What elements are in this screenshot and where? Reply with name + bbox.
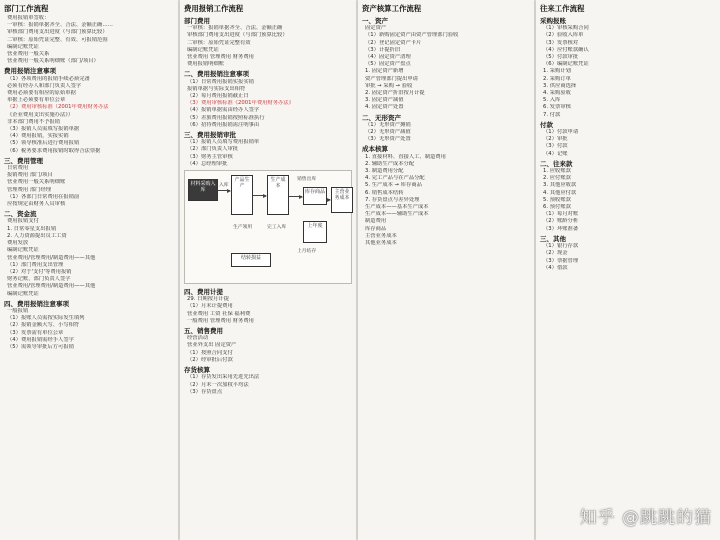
- section-heading: 存货核算: [184, 366, 210, 375]
- text-line: 营业费用/管理费用/制造费用——其他: [7, 283, 96, 290]
- text-line: 生产成本——基本生产成本: [365, 204, 429, 211]
- page-body: [0, 15, 178, 351]
- text-line: 4. 采购验收: [543, 90, 571, 97]
- section-heading: 一、资产: [362, 17, 388, 25]
- watermark: 知乎 @跳跳的猫: [579, 508, 712, 528]
- text-line: 1. 固定资产新增: [365, 68, 404, 75]
- text-line: （4）应付账款确认: [543, 46, 589, 53]
- text-line: （3）计提折旧: [365, 46, 401, 53]
- text-line: 营业费用 工资 社保 福利费: [187, 310, 251, 317]
- text-line: 审核部门费用支出进度（与部门预算比较）: [187, 32, 288, 39]
- text-line: 编制记账凭证: [7, 43, 39, 50]
- text-line: 5. 入库: [543, 97, 561, 104]
- text-line: 2. 应付账款: [543, 175, 571, 182]
- document-page-3: [358, 0, 534, 540]
- text-line: （1）每月对账: [543, 211, 579, 218]
- text-line: 1. 日常零星支出报销: [7, 225, 57, 232]
- flow-arrow: [218, 190, 230, 191]
- text-line: （2）账龄分析: [543, 218, 579, 225]
- page-body-bottom: [180, 286, 356, 396]
- text-line: 2. 采购订单: [543, 75, 571, 82]
- text-line: （3）费用审核标准《2001年费用财务办法》: [187, 100, 294, 107]
- flow-box-purchase: 材料采购入库: [188, 179, 218, 201]
- text-line: 财务记账，部门负责人签字: [7, 276, 71, 283]
- text-line: 固定资产: [365, 25, 387, 32]
- text-line: 编制记账凭证: [7, 247, 39, 254]
- text-line: （4）固定资产清理: [365, 54, 411, 61]
- text-line: （3）发票需有单位公章: [7, 329, 64, 336]
- text-line: （5）需领导审批后方可报销: [7, 343, 74, 350]
- page-body-top: [180, 15, 356, 168]
- text-line: （3）财务主管审核: [187, 153, 233, 160]
- text-line: 5. 生产成本 → 库存商品: [365, 182, 422, 189]
- text-line: （4）费用报销需经手人签字: [7, 336, 74, 343]
- text-line: （6）税务要求费用报销时取得合法票据: [7, 147, 101, 154]
- section-heading: 四、费用计提: [184, 288, 223, 297]
- text-line: 二审核：原始凭证完整、有效、可报销范围: [7, 36, 108, 43]
- text-line: 2. 人力资源提出员工工资: [7, 232, 67, 239]
- text-line: （1）报销人员填写费用报销单: [187, 139, 260, 146]
- text-line: 营业费用一般关系: [7, 51, 50, 58]
- text-line: （3）发票核对: [543, 39, 579, 46]
- text-line: 库存商品: [365, 225, 387, 232]
- text-line: 其他业务成本: [365, 240, 397, 247]
- text-line: （1）新购固定资产由资产管理部门验收: [365, 32, 459, 39]
- text-line: （4）报销单据需由经办人签字: [187, 107, 260, 114]
- text-line: （2）费用审核标准（2001年费用财务办法: [7, 104, 109, 111]
- flow-box-prior-year: 上年度: [303, 221, 327, 243]
- text-line: 应按规定由财务人员审核: [7, 201, 66, 208]
- text-line: 费用发放: [7, 240, 29, 247]
- text-line: 2. 固定资产折旧按月计提: [365, 90, 425, 97]
- section-heading: 二、资金流: [4, 210, 37, 219]
- text-line: （4）记账: [543, 150, 568, 157]
- text-line: 营业费用 管理费用 财务费用: [187, 54, 254, 61]
- text-line: 制造费用: [365, 218, 387, 225]
- text-line: （1）审核采购合同: [543, 25, 589, 32]
- section-heading: 二、往来款: [540, 159, 573, 168]
- text-line: 6. 销售成本结转: [365, 189, 404, 196]
- text-line: （1）月末计提费用: [187, 303, 233, 310]
- text-line: 营业费用一般关系明细账: [7, 179, 66, 186]
- text-line: （2）月末一次加权平均法: [187, 381, 249, 388]
- section-heading: 三、费用报销审批: [184, 131, 236, 140]
- text-line: 审核部门费用支出进度（与部门预算比较）: [7, 29, 108, 36]
- text-line: （1）银行存款: [543, 243, 579, 250]
- section-heading: 三、其他: [540, 234, 566, 243]
- text-line: 报销单据与实际支出相符: [187, 85, 246, 92]
- text-line: 一审核：报销单据齐全、合法、金额正确……: [7, 22, 113, 29]
- flow-box-cost: 生产成本: [267, 175, 289, 215]
- text-line: （1）按照合同支付: [187, 349, 233, 356]
- text-line: （1）日常费用报销实报实销: [187, 78, 254, 85]
- text-line: 7. 付款: [543, 111, 561, 118]
- text-line: 审批 → 采购 → 验收: [365, 82, 413, 89]
- flow-arrow: [289, 196, 302, 197]
- text-line: （3）报销人员需填写报销单据: [7, 126, 80, 133]
- text-line: （2）经审批后付款: [187, 356, 233, 363]
- text-line: （1）各项费用的报销手续必须完备: [7, 75, 90, 82]
- flow-box-sales-cost: 主营业务成本: [331, 187, 353, 213]
- section-heading: 成本核算: [362, 145, 388, 154]
- section-heading: 二、费用报销注意事项: [184, 70, 249, 79]
- text-line: （6）招待费用报销需注明事由: [187, 121, 260, 128]
- text-line: 3. 其他应收款: [543, 182, 577, 189]
- text-line: （2）部门负责人审批: [187, 146, 239, 153]
- text-line: 29. 日期按月计提: [187, 296, 229, 303]
- text-line: （2）审批: [543, 136, 568, 143]
- flow-label: 上月结存: [297, 249, 317, 255]
- text-line: 2. 辅助生产成本分配: [365, 160, 415, 167]
- section-heading: 二、无形资产: [362, 113, 401, 122]
- text-line: 二审核：原始凭证完整有效: [187, 39, 251, 46]
- document-page-1: [0, 0, 178, 540]
- text-line: （6）编制记账凭证: [543, 61, 589, 68]
- text-line: 管理费用 部门经理: [7, 186, 52, 193]
- text-line: 5. 预收账款: [543, 196, 571, 203]
- text-line: 6. 发票审核: [543, 104, 571, 111]
- text-line: （5）付款审批: [543, 54, 579, 61]
- text-line: （2）每月费用报销截止日: [187, 93, 249, 100]
- page-title: 资产核算工作流程: [362, 4, 422, 13]
- section-heading: 采购报账: [540, 17, 566, 25]
- text-line: （1）部门费用支出管理: [7, 261, 64, 268]
- page-body: [536, 15, 720, 272]
- flow-arrow: [327, 199, 330, 200]
- text-line: 3. 制造费用分配: [365, 168, 404, 175]
- section-heading: 五、销售费用: [184, 327, 223, 336]
- text-line: （2）对于'支付'等费用报销: [7, 268, 72, 275]
- text-line: （3）付款: [543, 143, 568, 150]
- text-line: （2）无形资产减值: [365, 129, 411, 136]
- text-line: （3）无形资产处置: [365, 136, 411, 143]
- text-line: （4）费用报销，实报实销: [7, 133, 69, 140]
- text-line: 1. 应收账款: [543, 168, 571, 175]
- section-heading: 四、费用报销注意事项: [4, 299, 69, 308]
- text-line: 一般费用 管理费用 财务费用: [187, 317, 254, 324]
- document-page-2: [180, 0, 356, 540]
- text-line: 报销费用 部门/项目: [7, 172, 53, 179]
- flow-box-production: 产品生产: [231, 175, 253, 215]
- text-line: 1. 直接材料、直接人工、制造费用: [365, 153, 446, 160]
- text-line: 生产成本——辅助生产成本: [365, 211, 429, 218]
- text-line: （2）登记固定资产卡片: [365, 39, 422, 46]
- flow-box-inventory: 库存商品: [303, 187, 327, 205]
- text-line: 6. 预付账款: [543, 204, 571, 211]
- text-line: 费用必须要有相应的原始单据: [7, 90, 76, 97]
- text-line: 单据上必须要有单位公章: [7, 97, 66, 104]
- flow-arrow: [253, 195, 266, 196]
- section-heading: 付款: [540, 120, 553, 129]
- flow-box-close: 结转损益: [231, 253, 271, 267]
- text-line: （4）总经理审批: [187, 160, 228, 167]
- text-line: （5）固定资产盘点: [365, 61, 411, 68]
- text-line: 费用报销单签收：: [7, 15, 50, 21]
- text-line: 营业费用/管理费用/制造费用——其他: [7, 254, 96, 261]
- text-line: 非本部门费用不予报销: [7, 118, 60, 125]
- text-line: （2）现金: [543, 250, 568, 257]
- section-heading: 三、费用管理: [4, 156, 43, 165]
- text-line: （3）存货盘点: [187, 388, 223, 395]
- text-line: （3）坏账准备: [543, 225, 579, 232]
- page-body: [358, 15, 534, 247]
- text-line: 必须有经办人和部门负责人签字: [7, 82, 82, 89]
- text-line: 4. 完工产品与在产品分配: [365, 175, 425, 182]
- page-title: 部门工作流程: [4, 4, 49, 13]
- document-page-4: [536, 0, 720, 540]
- text-line: （1）各部门日常费用在报销前: [7, 193, 80, 200]
- flow-label: 入库: [219, 183, 229, 189]
- text-line: （5）领导核准后进行费用报销: [7, 140, 80, 147]
- text-line: 4. 其他应付款: [543, 189, 577, 196]
- text-line: 3. 固定资产减值: [365, 97, 404, 104]
- text-line: 费用报销支付: [7, 218, 39, 225]
- text-line: 经营活动: [187, 335, 209, 342]
- text-line: （3）票据管理: [543, 257, 579, 264]
- text-line: （1）报账人员需按实际发生填列: [7, 315, 85, 322]
- page-title: 往来工作流程: [540, 4, 585, 13]
- text-line: （1）存货发出采用先进先出法: [187, 374, 260, 381]
- section-heading: 费用报销注意事项: [4, 67, 56, 76]
- text-line: （1）无形资产摊销: [365, 121, 411, 128]
- text-line: 营业外支出 固定资产: [187, 342, 237, 349]
- flow-label: 完工入库: [267, 225, 287, 231]
- text-line: 编制记账凭证: [7, 290, 39, 297]
- flow-label: 生产领用: [233, 225, 253, 231]
- text-line: 营业费用一般关系明细账（部门/项目）: [7, 58, 99, 65]
- text-line: 《企业费用支出实施办法》）: [7, 111, 74, 118]
- text-line: 4. 固定资产处置: [365, 104, 404, 111]
- text-line: （2）验收入库单: [543, 32, 584, 39]
- section-heading: 部门费用: [184, 17, 210, 25]
- flow-label: 销售出库: [297, 177, 317, 183]
- text-line: 主营业务成本: [365, 232, 397, 239]
- text-line: 日常费用: [7, 165, 29, 172]
- text-line: 编制记账凭证: [187, 46, 219, 53]
- text-line: （1）付款申请: [543, 129, 579, 136]
- text-line: 3. 供应商选择: [543, 82, 577, 89]
- text-line: 一般报销: [7, 307, 29, 314]
- text-line: 7. 存货盘点与差异处理: [365, 196, 420, 203]
- text-line: 1. 采购计划: [543, 68, 571, 75]
- text-line: （2）报销金额大写、小写相符: [7, 322, 80, 329]
- text-line: 资产管理部门提出申请: [365, 75, 418, 82]
- text-line: （4）借款: [543, 264, 568, 271]
- page-title: 费用报销工作流程: [184, 4, 244, 13]
- text-line: 一审核：报销单据齐全、合法、金额正确: [187, 25, 283, 32]
- flowchart: [184, 170, 352, 284]
- text-line: 费用报销明细账: [187, 61, 225, 68]
- text-line: （5）差旅费用报销按照标准执行: [187, 114, 265, 121]
